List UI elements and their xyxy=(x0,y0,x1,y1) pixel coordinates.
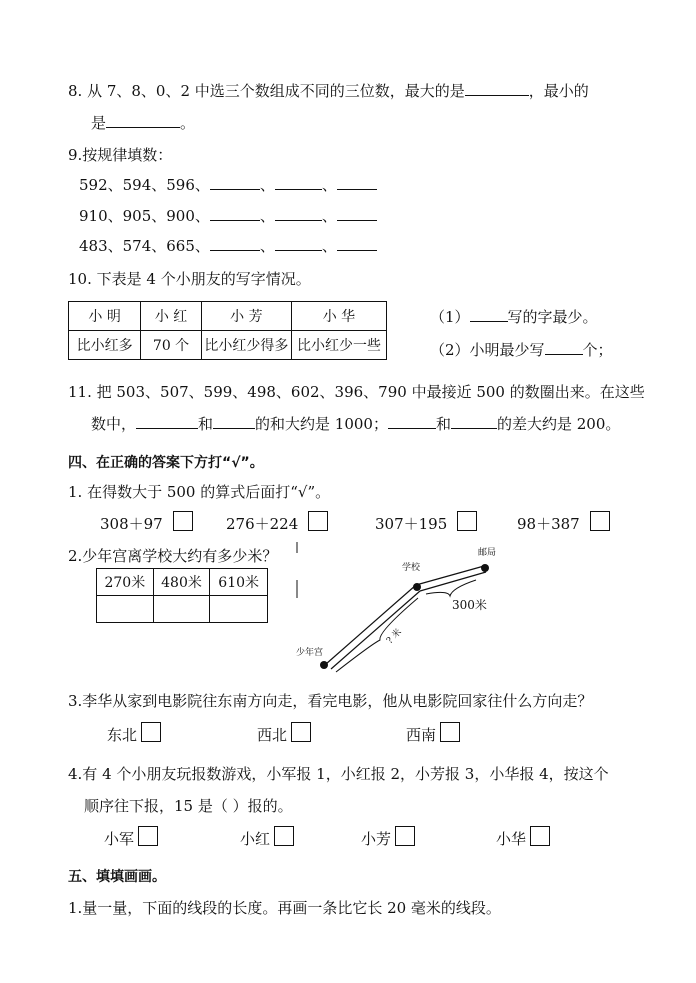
q10-data-cell: 70 个 xyxy=(141,331,202,360)
q8-min-blank[interactable] xyxy=(106,113,180,128)
section-4-title: 四、在正确的答案下方打“√”。 xyxy=(68,455,264,471)
answer-cell[interactable] xyxy=(153,596,210,623)
sec4-q3-option xyxy=(257,722,311,745)
option-label: 小芳 xyxy=(361,830,392,848)
answer-cell[interactable] xyxy=(97,596,154,623)
q9-row-2-text: 910、905、900、 xyxy=(79,207,210,225)
q9-blank[interactable] xyxy=(275,206,322,221)
q9-sep: 、 xyxy=(321,237,337,255)
q9-row-3 xyxy=(79,235,377,256)
q10-header-cell: 小 芳 xyxy=(201,302,291,331)
q10-title: 10. 下表是 4 个小朋友的写字情况。 xyxy=(68,270,311,288)
sec4-q4-option xyxy=(104,826,158,849)
q9-sep: 、 xyxy=(321,207,337,225)
q9-row-2 xyxy=(79,205,377,226)
q10-table xyxy=(68,301,387,360)
q11-text: 数中， xyxy=(91,415,137,433)
q9-row-1-text: 592、594、596、 xyxy=(79,176,210,194)
q11-line1: 11. 把 503、507、599、498、602、396、790 中最接近 500 的数圈出来。在这些 xyxy=(68,383,645,401)
q8-line2-text: 是 xyxy=(91,114,107,132)
q10-sub1-suffix: 写的字最少。 xyxy=(507,308,598,326)
sec4-q1-option xyxy=(375,511,477,534)
checkbox[interactable] xyxy=(173,511,193,531)
school-label: 学校 xyxy=(402,563,421,573)
sec4-q4-line2: 顺序往下报，15 是（ ）报的。 xyxy=(84,797,293,815)
post-office-label: 邮局 xyxy=(478,548,497,558)
sec4-q2-text: 2.少年宫离学校大约有多少米？ xyxy=(68,547,278,565)
q10-sub1-blank[interactable] xyxy=(470,307,508,322)
q9-sep: 、 xyxy=(321,176,337,194)
q9-row-1 xyxy=(79,174,377,195)
q9-blank[interactable] xyxy=(210,206,260,221)
option-label: 西南 xyxy=(406,726,437,744)
sec5-q1-text: 1.量一量，下面的线段的长度。再画一条比它长 20 毫米的线段。 xyxy=(68,899,501,917)
expression: 307＋195 xyxy=(375,515,448,533)
palace-dot xyxy=(320,661,328,669)
road-edge xyxy=(331,591,420,669)
sec4-q4-option xyxy=(240,826,294,849)
q9-sep: 、 xyxy=(259,176,275,194)
distance-label: 300米 xyxy=(452,598,487,612)
q11-line2 xyxy=(91,413,620,434)
q11-text: 和 xyxy=(435,415,451,433)
unknown-brace xyxy=(336,598,418,672)
q10-header-cell: 小 华 xyxy=(291,302,386,331)
q10-data-cell: 比小红少一些 xyxy=(291,331,386,360)
checkbox[interactable] xyxy=(291,722,311,742)
sec4-q3-option xyxy=(107,722,161,745)
post-office-dot xyxy=(481,564,489,572)
q10-sub2-blank[interactable] xyxy=(545,340,583,355)
school-dot xyxy=(413,583,421,591)
q9-blank[interactable] xyxy=(210,175,260,190)
q10-data-row xyxy=(69,331,387,360)
section-5-title: 五、填填画画。 xyxy=(68,869,166,885)
q8-max-blank[interactable] xyxy=(465,81,529,96)
checkbox[interactable] xyxy=(395,826,415,846)
checkbox[interactable] xyxy=(530,826,550,846)
q11-text: 的差大约是 200。 xyxy=(497,415,621,433)
sec4-q2-answer-row xyxy=(97,596,268,623)
q9-blank[interactable] xyxy=(337,236,377,251)
q10-header-cell: 小 红 xyxy=(141,302,202,331)
expression: 308＋97 xyxy=(100,515,163,533)
q8-line2 xyxy=(91,112,195,133)
q10-data-cell: 比小红少得多 xyxy=(201,331,291,360)
unknown-distance-label: ? 米 xyxy=(385,627,404,647)
checkbox[interactable] xyxy=(590,511,610,531)
sec4-q4-line1: 4.有 4 个小朋友玩报数游戏，小军报 1，小红报 2，小芳报 3，小华报 4，按这个 xyxy=(68,765,609,783)
option-label: 270米 xyxy=(97,569,154,596)
q9-blank[interactable] xyxy=(275,236,322,251)
q10-sub2 xyxy=(430,339,613,360)
q9-blank[interactable] xyxy=(337,175,377,190)
q11-text: 的和大约是 1000； xyxy=(255,415,388,433)
q11-blank[interactable] xyxy=(136,414,198,429)
option-label: 西北 xyxy=(257,726,288,744)
checkbox[interactable] xyxy=(138,826,158,846)
option-label: 610米 xyxy=(210,569,268,596)
option-label: 小华 xyxy=(496,830,527,848)
q10-sub2-prefix: （2）小明最少写 xyxy=(430,341,545,359)
road-edge xyxy=(326,585,416,664)
q8-text: 8. 从 7、8、0、2 中选三个数组成不同的三位数，最大的是 xyxy=(68,82,465,100)
q9-title: 9.按规律填数： xyxy=(68,146,173,164)
q9-row-3-text: 483、574、665、 xyxy=(79,237,210,255)
q9-blank[interactable] xyxy=(275,175,322,190)
q10-sub1 xyxy=(430,306,598,327)
sec4-q1-text: 1. 在得数大于 500 的算式后面打“√”。 xyxy=(68,483,331,501)
q9-blank[interactable] xyxy=(337,206,377,221)
q10-data-cell: 比小红多 xyxy=(69,331,141,360)
q10-sub1-prefix: （1） xyxy=(430,308,470,326)
sec4-q2-table xyxy=(96,568,268,623)
sec4-q3-option xyxy=(406,722,460,745)
q9-sep: 、 xyxy=(259,207,275,225)
sec4-q1-option xyxy=(100,511,193,534)
q11-blank[interactable] xyxy=(213,414,255,429)
answer-cell[interactable] xyxy=(210,596,268,623)
q9-sep: 、 xyxy=(259,237,275,255)
expression: 276＋224 xyxy=(226,515,299,533)
q10-header-cell: 小 明 xyxy=(69,302,141,331)
option-label: 480米 xyxy=(153,569,210,596)
q10-header-row xyxy=(69,302,387,331)
q11-blank[interactable] xyxy=(388,414,436,429)
palace-label: 少年宫 xyxy=(296,648,324,658)
sec4-q4-option xyxy=(361,826,415,849)
sec4-q3-text: 3.李华从家到电影院往东南方向走，看完电影，他从电影院回家往什么方向走？ xyxy=(68,692,593,710)
option-label: 小军 xyxy=(104,830,135,848)
q11-blank[interactable] xyxy=(451,414,497,429)
checkbox[interactable] xyxy=(308,511,328,531)
sec4-q2-option-row xyxy=(97,569,268,596)
checkbox[interactable] xyxy=(141,722,161,742)
q8-line1 xyxy=(68,80,589,101)
expression: 98＋387 xyxy=(517,515,580,533)
checkbox[interactable] xyxy=(274,826,294,846)
option-label: 东北 xyxy=(107,726,138,744)
sec4-q1-option xyxy=(517,511,610,534)
sec4-q1-option xyxy=(226,511,328,534)
checkbox[interactable] xyxy=(440,722,460,742)
q8-end-text: 。 xyxy=(180,114,196,132)
sec4-q4-option xyxy=(496,826,550,849)
option-label: 小红 xyxy=(240,830,271,848)
q8-mid-text: ，最小的 xyxy=(528,82,589,100)
q9-blank[interactable] xyxy=(210,236,260,251)
checkbox[interactable] xyxy=(457,511,477,531)
q11-text: 和 xyxy=(198,415,214,433)
q10-sub2-suffix: 个； xyxy=(582,341,613,359)
